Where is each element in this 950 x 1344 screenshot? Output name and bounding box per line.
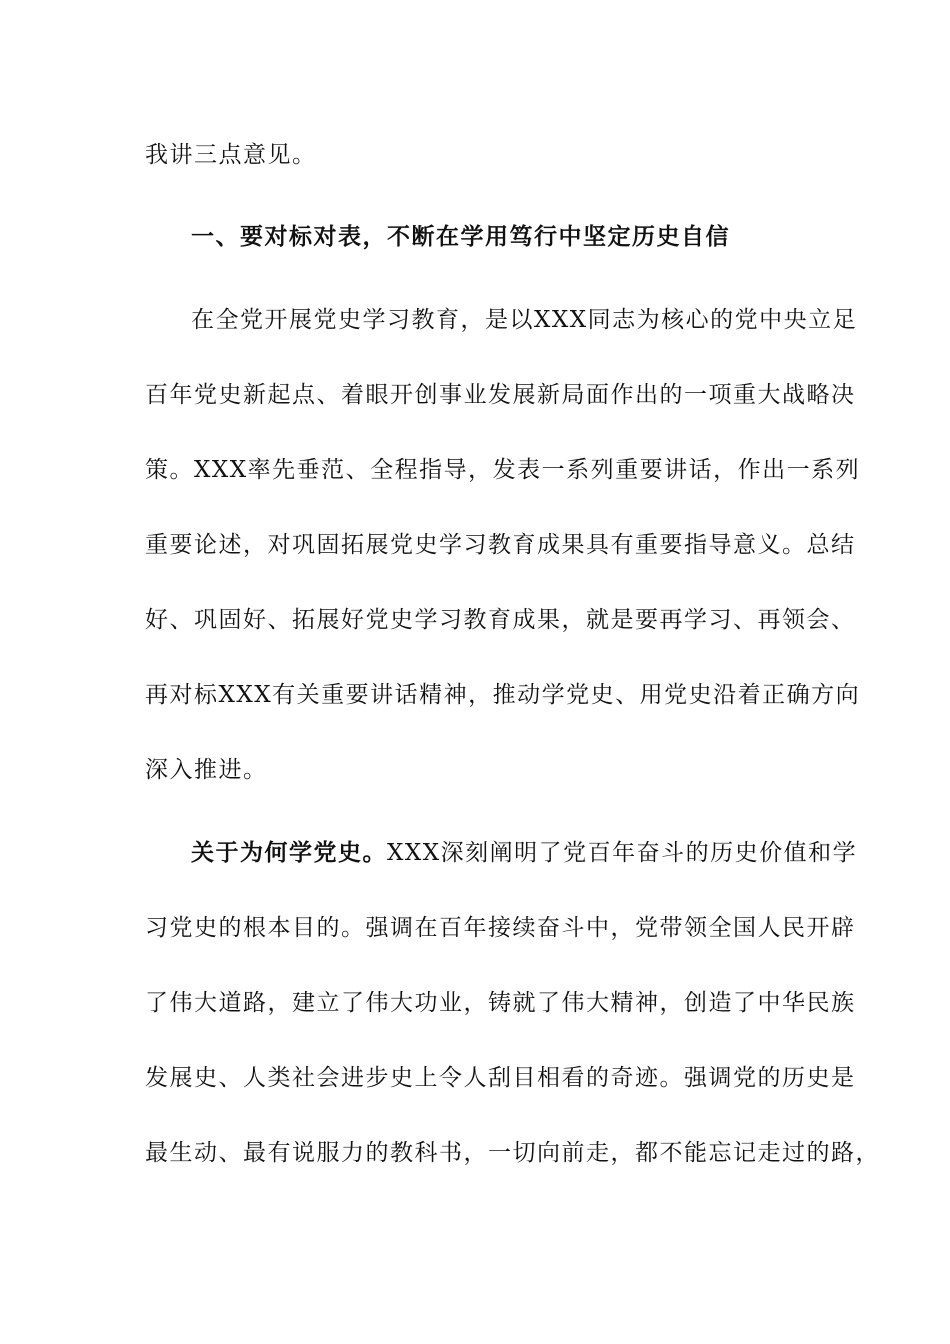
paragraph-line: 再对标XXX有关重要讲话精神，推动学党史、用党史沿着正确方向 [145, 682, 861, 708]
paragraph-line: 好、巩固好、拓展好党史学习教育成果，就是要再学习、再领会、 [145, 607, 856, 633]
paragraph-line: 百年党史新起点、着眼开创事业发展新局面作出的一项重大战略决 [145, 382, 856, 408]
paragraph-line: 发展史、人类社会进步史上令人刮目相看的奇迹。强调党的历史是 [145, 1065, 856, 1091]
paragraph-text: XXX深刻阐明了党百年奋斗的历史价值和学 [387, 840, 858, 866]
paragraph-line [191, 838, 858, 868]
paragraph-line: 策。XXX率先垂范、全程指导，发表一系列重要讲话，作出一系列 [145, 457, 861, 483]
paragraph-line: 了伟大道路，建立了伟大功业，铸就了伟大精神，创造了中华民族 [145, 990, 856, 1016]
section-heading-1: 一、要对标对表，不断在学用笃行中坚定历史自信 [191, 223, 730, 250]
intro-line: 我讲三点意见。 [145, 142, 317, 168]
paragraph-line: 最生动、最有说服力的教科书，一切向前走，都不能忘记走过的路， [145, 1140, 880, 1166]
paragraph-line: 深入推进。 [145, 757, 268, 783]
paragraph-line: 在全党开展党史学习教育，是以XXX同志为核心的党中央立足 [191, 307, 858, 333]
paragraph-line: 重要论述，对巩固拓展党史学习教育成果具有重要指导意义。总结 [145, 532, 856, 558]
paragraph-lead-bold: 关于为何学党史。 [191, 839, 387, 866]
paragraph-line: 习党史的根本目的。强调在百年接续奋斗中，党带领全国人民开辟 [145, 915, 856, 941]
